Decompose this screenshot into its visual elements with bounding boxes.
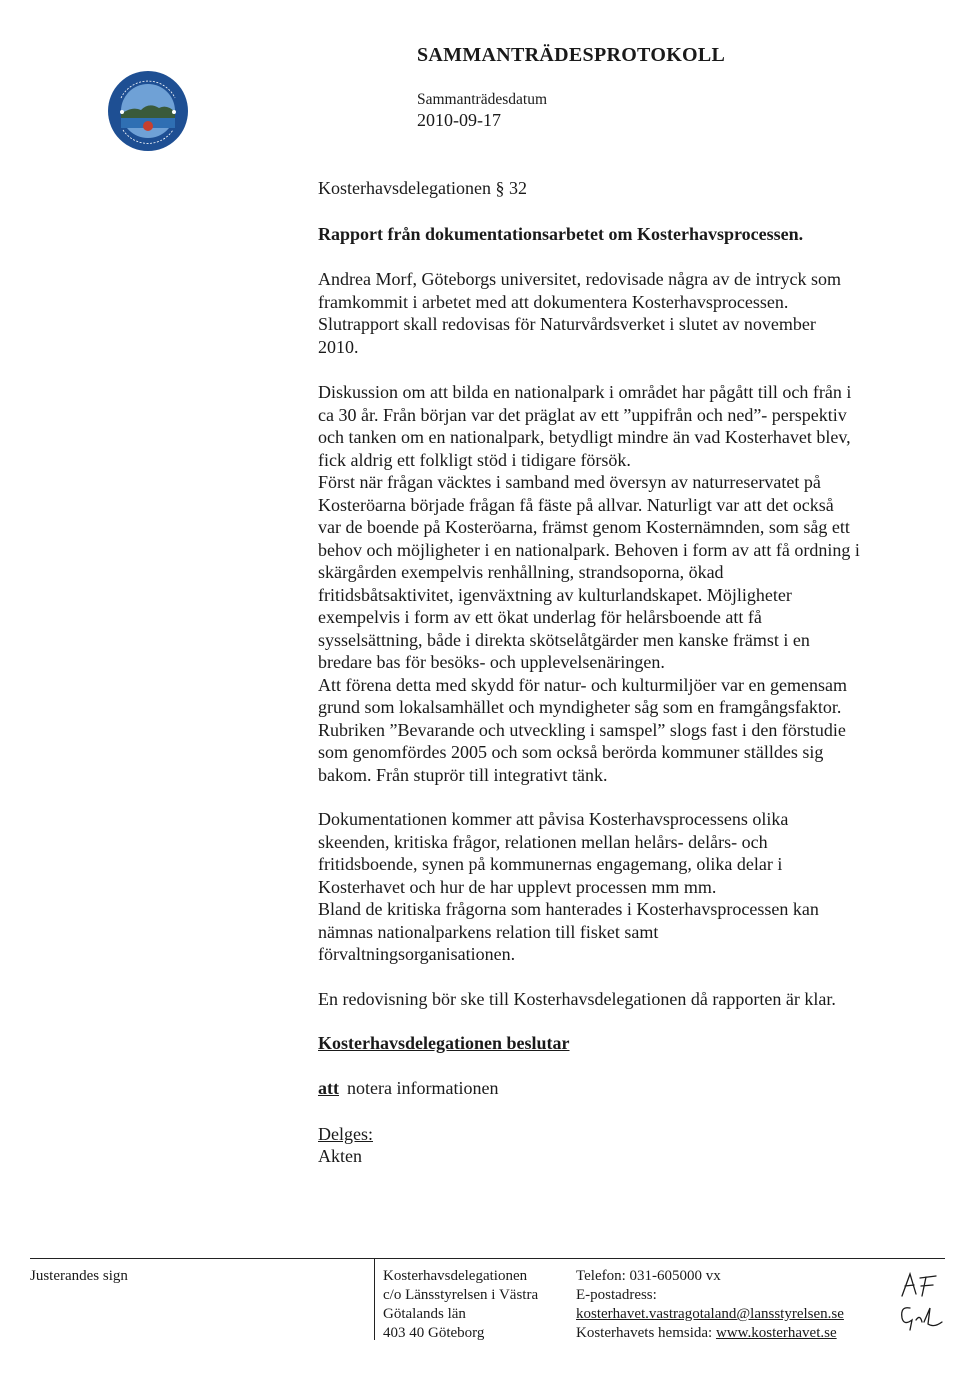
meeting-date-label: Sammanträdesdatum [417, 91, 547, 108]
paragraph-line: Dokumentationen kommer att påvisa Kosterhavsprocessens olika [318, 809, 789, 829]
paragraph-line: fritidsbåtsaktivitet, igenväxtning av kulturlandskapet. Möjligheter [318, 584, 792, 605]
paragraph-line: förvaltningsorganisationen. [318, 944, 516, 964]
paragraph-line: Kosteröarna började frågan få fäste på allvar. Naturligt var att det också [318, 494, 834, 515]
paragraph-line: sysselsättning, både i direkta skötselåtgärder men kanske främst i en [318, 629, 810, 650]
paragraph-line: exempelvis i form av ett ökat underlag för helårsboende att få [318, 607, 762, 627]
email-link[interactable]: kosterhavet.vastragotaland@lansstyrelsen.se [576, 1306, 844, 1322]
footer-divider [30, 1258, 945, 1259]
decision-line [318, 1078, 498, 1099]
paragraph-line: fritidsboende, synen på kommunernas engagemang, olika delar i [318, 854, 783, 874]
paragraph-line: bakom. Från stuprör till integrativt tänk. [318, 764, 608, 785]
paragraph-line: nämnas nationalparkens relation till fisket samt [318, 921, 659, 942]
paragraph-line: Först när frågan väcktes i samband med översyn av naturreservatet på [318, 472, 821, 492]
paragraph-line: skärgården exempelvis renhållning, strandsoporna, ökad [318, 562, 724, 582]
address-line: Götalands län [383, 1306, 466, 1322]
paragraph-line: 2010. [318, 336, 359, 357]
footer-contact [576, 1267, 844, 1343]
paragraph-documentation [318, 808, 918, 966]
paragraph-line: Slutrapport skall redovisas för Naturvårdsverket i slutet av november [318, 314, 816, 334]
paragraph-intro [318, 268, 918, 358]
decision-heading: Kosterhavsdelegationen beslutar [318, 1033, 570, 1053]
meeting-date-value: 2010-09-17 [417, 110, 501, 130]
paragraph-line: var de boende på Kosteröarna, främst genom Kosternämnden, som såg ett [318, 517, 850, 537]
distribution-value: Akten [318, 1146, 362, 1166]
website-label: Kosterhavets hemsida: [576, 1325, 713, 1341]
paragraph-line: Att förena detta med skydd för natur- och kulturmiljöer var en gemensam [318, 674, 847, 695]
address-line: Kosterhavsdelegationen [383, 1268, 528, 1284]
distribution-label: Delges: [318, 1124, 373, 1144]
paragraph-line: grund som lokalsamhället och myndigheter såg som en framgångsfaktor. [318, 697, 842, 717]
decision-att: att [318, 1078, 339, 1098]
paragraph-line: som genomfördes 2005 och som också berörda kommuner ställdes sig [318, 742, 824, 762]
paragraph-line: Diskussion om att bilda en nationalpark i området har pågått till och från i [318, 382, 852, 402]
paragraph-line: fick aldrig ett folkligt stöd i tidigare försök. [318, 449, 631, 470]
paragraph-line: Andrea Morf, Göteborgs universitet, redovisade några av de intryck som [318, 269, 842, 289]
paragraph-line: bredare bas för besöks- och upplevelsenäringen. [318, 652, 665, 672]
paragraph-line: och tanken om en nationalpark, betydligt mindre än vad Kosterhavet blev, [318, 427, 851, 447]
paragraph-line: Kosterhavet och hur de har upplevt processen mm mm. [318, 876, 717, 897]
paragraph-report [318, 988, 918, 1011]
website-line [576, 1324, 844, 1343]
kosterhavet-logo-icon [107, 70, 189, 152]
paragraph-line: ca 30 år. Från början var det präglat av ett ”uppifrån och ned”- perspektiv [318, 404, 847, 425]
footer-column-divider [374, 1258, 375, 1340]
paragraph-line: Rubriken ”Bevarande och utveckling i samspel” slogs fast i den förstudie [318, 719, 846, 740]
document-title: SAMMANTRÄDESPROTOKOLL [417, 44, 726, 66]
section-title: Rapport från dokumentationsarbetet om Kosterhavsprocessen. [318, 224, 804, 244]
email-label: E-postadress: [576, 1287, 657, 1303]
phone-text: Telefon: 031-605000 vx [576, 1268, 721, 1284]
address-line: c/o Länsstyrelsen i Västra [383, 1287, 539, 1303]
paragraph-line: skeenden, kritiska frågor, relationen mellan helårs- delårs- och [318, 831, 768, 852]
paragraph-line: framkommit i arbetet med att dokumentera Kosterhavsprocessen. [318, 291, 789, 312]
decision-text: notera informationen [347, 1078, 499, 1098]
paragraph-line: En redovisning bör ske till Kosterhavsdelegationen då rapporten är klar. [318, 989, 836, 1009]
signature-label: Justerandes sign [30, 1268, 128, 1284]
paragraph-discussion [318, 381, 918, 786]
section-heading: Kosterhavsdelegationen § 32 [318, 178, 527, 198]
website-link[interactable]: www.kosterhavet.se [715, 1325, 837, 1341]
address-line: 403 40 Göteborg [383, 1325, 485, 1341]
paragraph-line: behov och möjligheter i en nationalpark. Behoven i form av att få ordning i [318, 539, 860, 560]
paragraph-line: Bland de kritiska frågorna som hanterades i Kosterhavsprocessen kan [318, 899, 819, 919]
footer-address [383, 1267, 538, 1343]
handwritten-initials-icon [880, 1268, 950, 1338]
